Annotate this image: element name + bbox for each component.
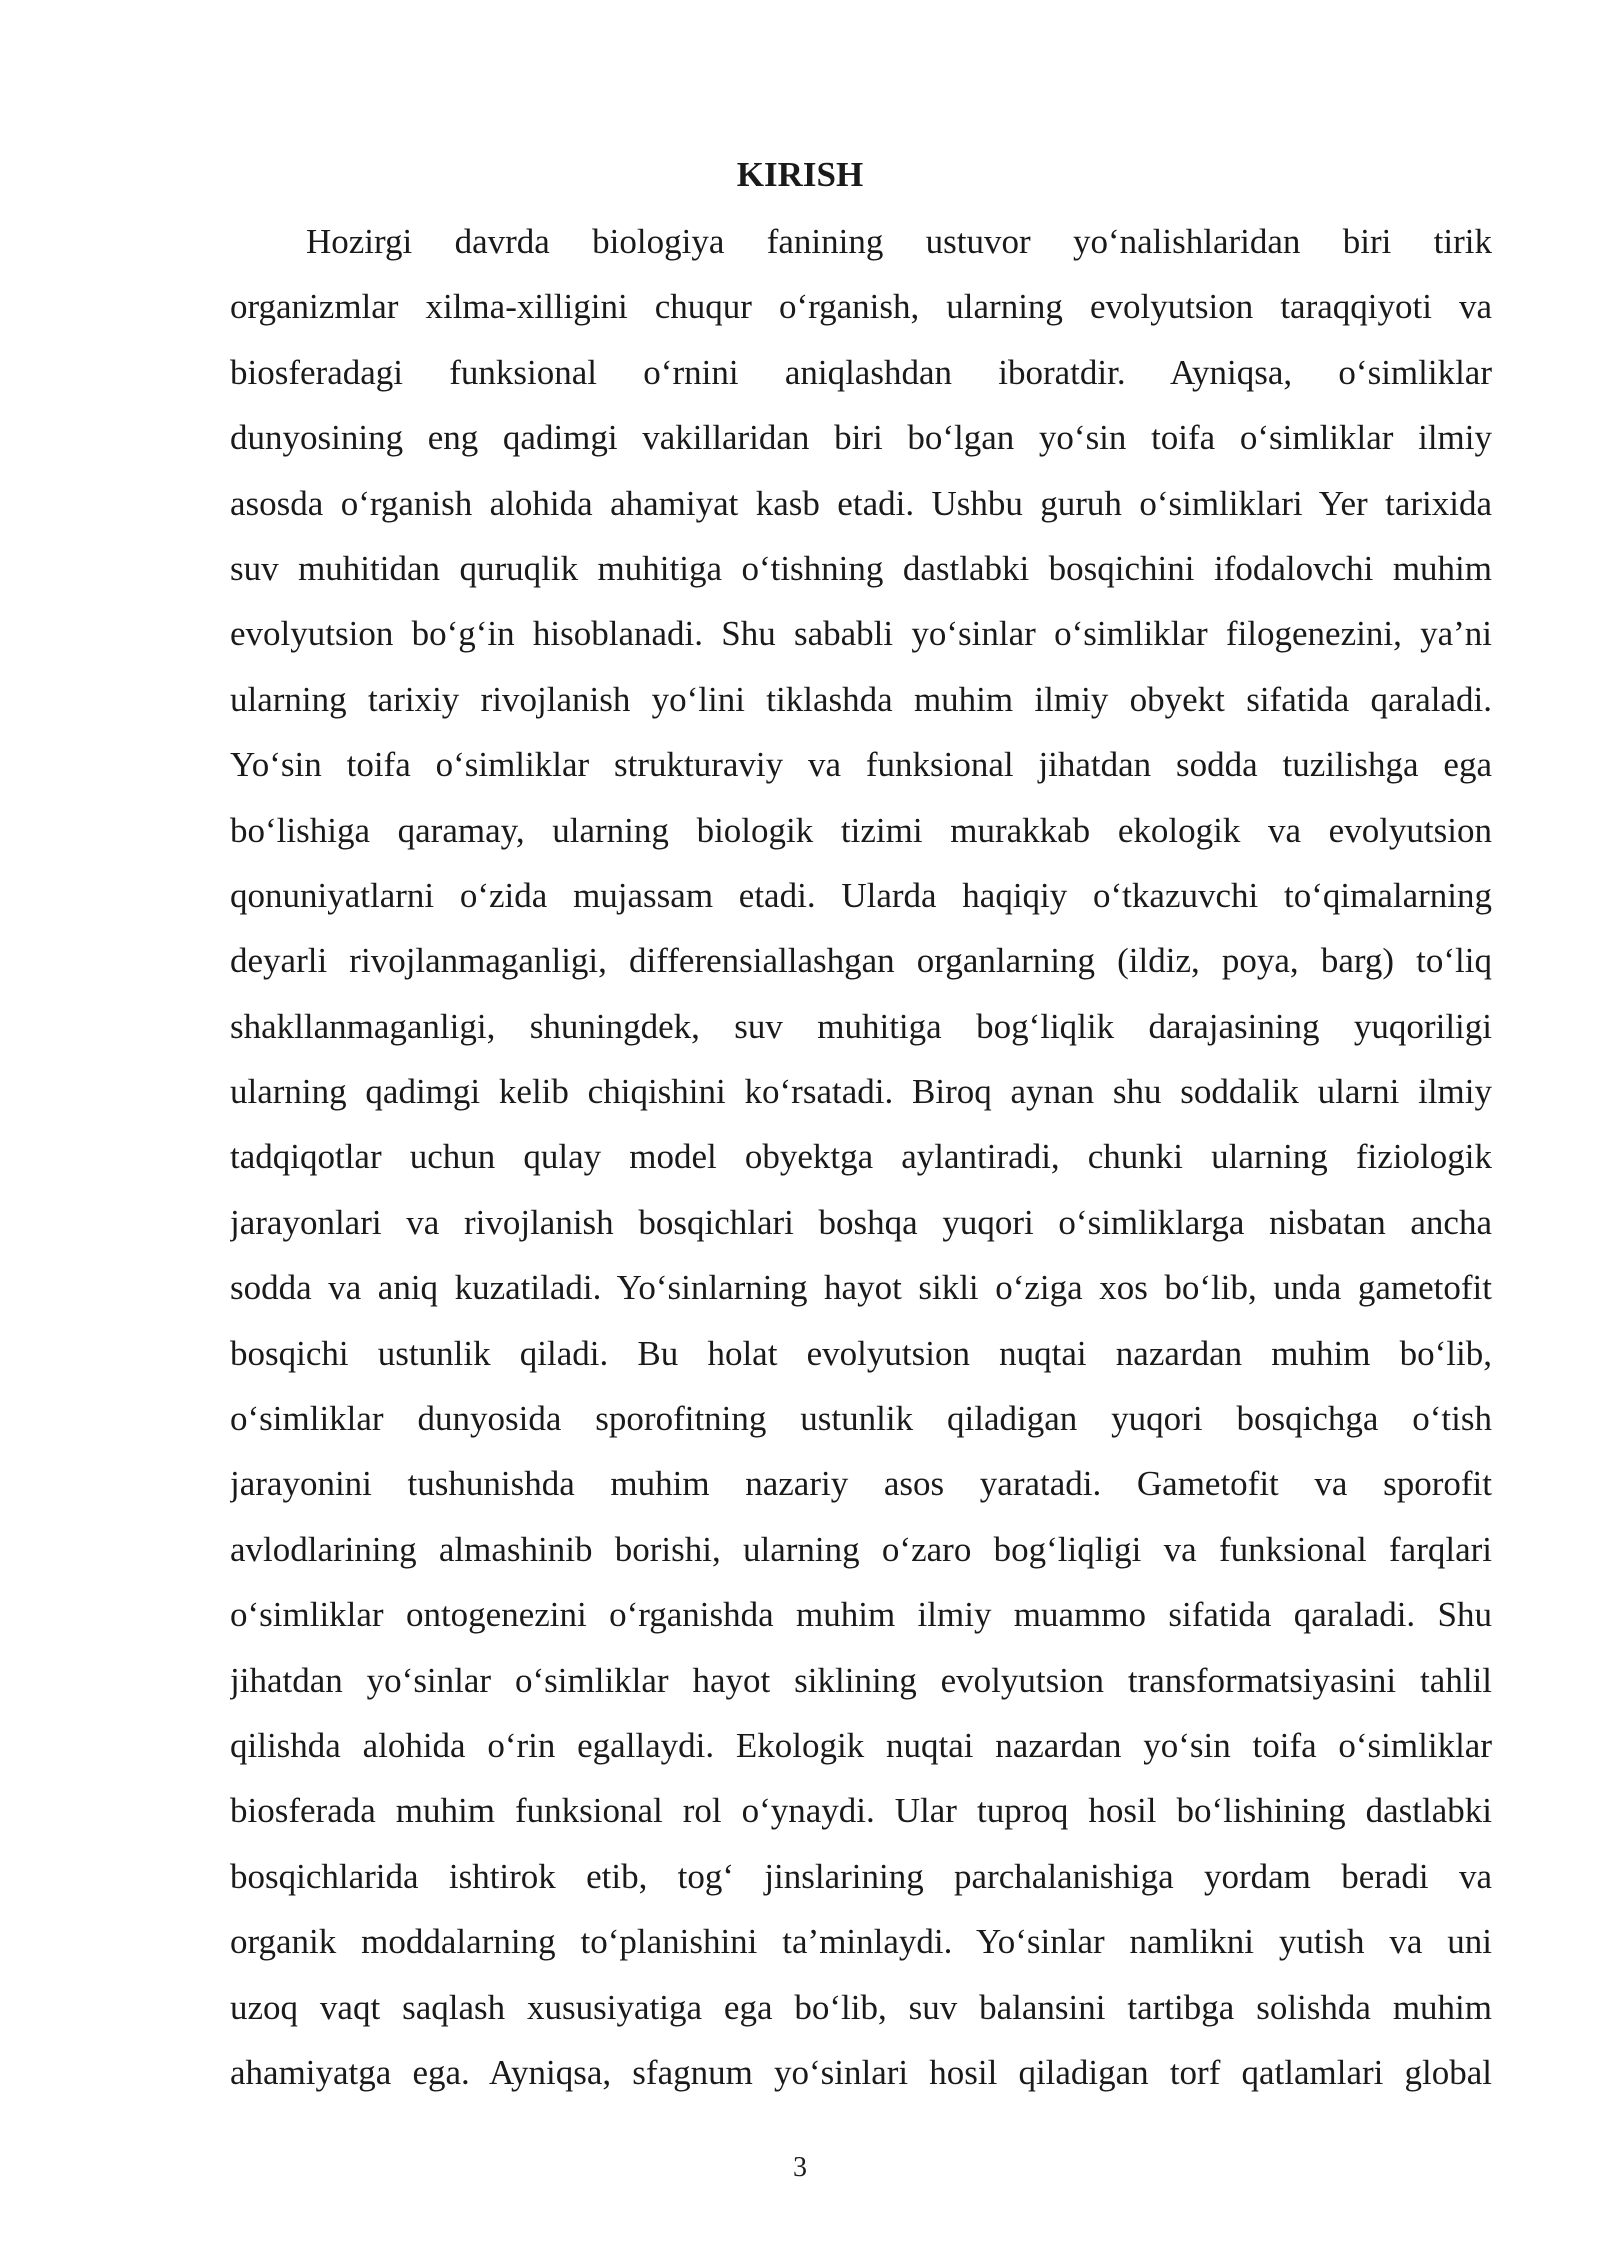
text-line: bosqichlarida ishtirok etib, tog‘ jinslarining parchalanishiga yordam beradi va [230,1856,1492,1896]
text-line: deyarli rivojlanmaganligi, differensiallashgan organlarning (ildiz, poya, barg) to‘liq [230,941,1492,981]
text-line: bo‘lishiga qaramay, ularning biologik tizimi murakkab ekologik va evolyutsion [230,810,1492,850]
text-line: suv muhitidan quruqlik muhitiga o‘tishning dastlabki bosqichini ifodalovchi muhim [230,548,1492,588]
text-line: o‘simliklar ontogenezini o‘rganishda muhim ilmiy muammo sifatida qaraladi. Shu [230,1595,1492,1635]
text-line: ularning tarixiy rivojlanish yo‘lini tiklashda muhim ilmiy obyekt sifatida qaraladi. [230,679,1492,719]
text-line: Yo‘sin toifa o‘simliklar strukturaviy va funksional jihatdan sodda tuzilishga ega [230,745,1492,785]
text-line: biosferadagi funksional o‘rnini aniqlashdan iboratdir. Ayniqsa, o‘simliklar [230,352,1492,392]
text-line: shakllanmaganligi, shuningdek, suv muhitiga bog‘liqlik darajasining yuqoriligi [230,1006,1492,1046]
text-line: sodda va aniq kuzatiladi. Yo‘sinlarning hayot sikli o‘ziga xos bo‘lib, unda gametofit [230,1268,1492,1308]
text-line: ularning qadimgi kelib chiqishini ko‘rsatadi. Biroq aynan shu soddalik ularni ilmiy [230,1072,1492,1112]
body-paragraph [230,209,1492,2105]
section-heading: KIRISH [736,155,864,194]
text-line: jarayonlari va rivojlanish bosqichlari boshqa yuqori o‘simliklarga nisbatan ancha [230,1202,1492,1242]
text-line: jihatdan yo‘sinlar o‘simliklar hayot siklining evolyutsion transformatsiyasini tahlil [230,1660,1492,1700]
text-line: ahamiyatga ega. Ayniqsa, sfagnum yo‘sinlari hosil qiladigan torf qatlamlari global [230,2052,1492,2092]
text-line: o‘simliklar dunyosida sporofitning ustunlik qiladigan yuqori bosqichga o‘tish [230,1399,1492,1439]
text-line: evolyutsion bo‘g‘in hisoblanadi. Shu sababli yo‘sinlar o‘simliklar filogenezini, ya’ni [230,614,1492,654]
text-line: organizmlar xilma-xilligini chuqur o‘rganish, ularning evolyutsion taraqqiyoti va [230,287,1492,327]
text-line: organik moddalarning to‘planishini ta’minlaydi. Yo‘sinlar namlikni yutish va uni [230,1922,1492,1962]
page-number: 3 [793,2152,807,2183]
text-line: dunyosining eng qadimgi vakillaridan biri bo‘lgan yo‘sin toifa o‘simliklar ilmiy [230,418,1492,458]
text-line: Hozirgi davrda biologiya fanining ustuvor yo‘nalishlaridan biri tirik [306,222,1492,261]
text-line: qonuniyatlarni o‘zida mujassam etadi. Ularda haqiqiy o‘tkazuvchi to‘qimalarning [230,875,1492,915]
text-line: biosferada muhim funksional rol o‘ynaydi. Ular tuproq hosil bo‘lishining dastlabki [230,1791,1492,1831]
text-line: tadqiqotlar uchun qulay model obyektga aylantiradi, chunki ularning fiziologik [230,1137,1492,1177]
text-line: uzoq vaqt saqlash xususiyatiga ega bo‘lib, suv balansini tartibga solishda muhim [230,1987,1492,2027]
text-line: asosda o‘rganish alohida ahamiyat kasb etadi. Ushbu guruh o‘simliklari Yer tarixida [230,483,1492,523]
text-line: qilishda alohida o‘rin egallaydi. Ekologik nuqtai nazardan yo‘sin toifa o‘simliklar [230,1725,1492,1765]
text-line: jarayonini tushunishda muhim nazariy asos yaratadi. Gametofit va sporofit [230,1464,1492,1504]
text-line: bosqichi ustunlik qiladi. Bu holat evolyutsion nuqtai nazardan muhim bo‘lib, [230,1333,1492,1373]
text-line: avlodlarining almashinib borishi, ularning o‘zaro bog‘liqligi va funksional farqlari [230,1529,1492,1569]
